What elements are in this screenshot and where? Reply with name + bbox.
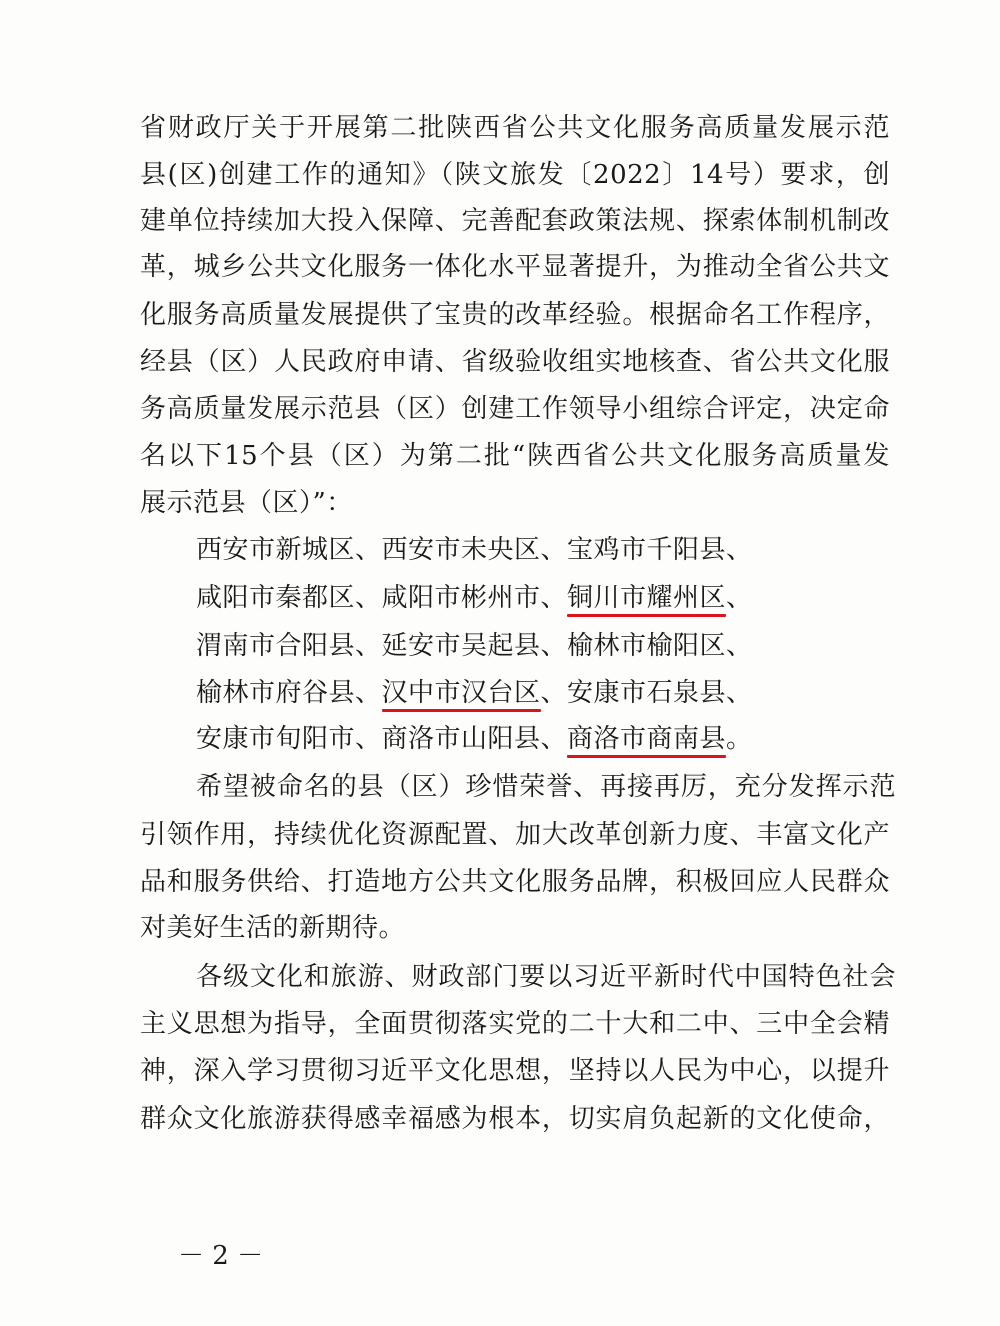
paragraph-line: 品和服务供给、打造地方公共文化服务品牌，积极回应人民群众 — [140, 867, 890, 897]
paragraph-line: 省财政厅关于开展第二批陕西省公共文化服务高质量发展示范 — [140, 113, 890, 143]
county-list-row — [196, 673, 896, 713]
paragraph-line: 神，深入学习贯彻习近平文化思想，坚持以人民为中心，以提升 — [140, 1056, 890, 1086]
paragraph-line: 经县（区）人民政府申请、省级验收组实地核查、省公共文化服 — [140, 347, 890, 377]
county-list-row — [196, 578, 896, 618]
county-list-punct: 。 — [726, 724, 753, 754]
county-list-text: 渭南市合阳县、延安市吴起县、榆林市榆阳区、 — [196, 631, 753, 661]
paragraph-line: 希望被命名的县（区）珍惜荣誉、再接再厉，充分发挥示范 — [196, 772, 896, 802]
county-list-row — [196, 530, 896, 570]
county-list-text: 榆林市府谷县、 — [196, 678, 382, 708]
paragraph-line: 务高质量发展示范县（区）创建工作领导小组综合评定，决定命 — [140, 394, 890, 424]
paragraph-line: 展示范县（区）”： — [140, 488, 353, 518]
page-number: － 2 － — [178, 1241, 264, 1271]
paragraph-line: 引领作用，持续优化资源配置、加大改革创新力度、丰富文化产 — [140, 820, 890, 850]
county-list-text: 西安市新城区、西安市未央区、宝鸡市千阳县、 — [196, 535, 753, 565]
paragraph-line: 对美好生活的新期待。 — [140, 913, 406, 943]
county-list-text: 、安康市石泉县、 — [540, 678, 753, 708]
paragraph-line: 名以下15个县（区）为第二批“陕西省公共文化服务高质量发 — [140, 441, 890, 471]
highlighted-county: 汉中市汉台区 — [381, 678, 541, 708]
county-list-text: 咸阳市秦都区、咸阳市彬州市、 — [196, 583, 568, 613]
paragraph-line: 主义思想为指导，全面贯彻落实党的二十大和二中、三中全会精 — [140, 1009, 890, 1039]
paragraph-line: 各级文化和旅游、财政部门要以习近平新时代中国特色社会 — [196, 962, 896, 992]
highlighted-county: 铜川市耀州区 — [567, 583, 727, 613]
county-list-row — [196, 719, 896, 759]
paragraph-line: 建单位持续加大投入保障、完善配套政策法规、探索体制机制改 — [140, 206, 890, 236]
county-list-text: 安康市旬阳市、商洛市山阳县、 — [196, 724, 568, 754]
highlighted-county: 商洛市商南县 — [567, 724, 727, 754]
paragraph-line: 革，城乡公共文化服务一体化水平显著提升，为推动全省公共文 — [140, 252, 890, 282]
county-list-punct: 、 — [726, 583, 753, 613]
county-list-row — [196, 626, 896, 666]
paragraph-line: 化服务高质量发展提供了宝贵的改革经验。根据命名工作程序， — [140, 300, 890, 330]
paragraph-line: 县(区)创建工作的通知》（陕文旅发〔2022〕14号）要求，创 — [140, 160, 890, 190]
paragraph-line: 群众文化旅游获得感幸福感为根本，切实肩负起新的文化使命， — [140, 1104, 890, 1134]
